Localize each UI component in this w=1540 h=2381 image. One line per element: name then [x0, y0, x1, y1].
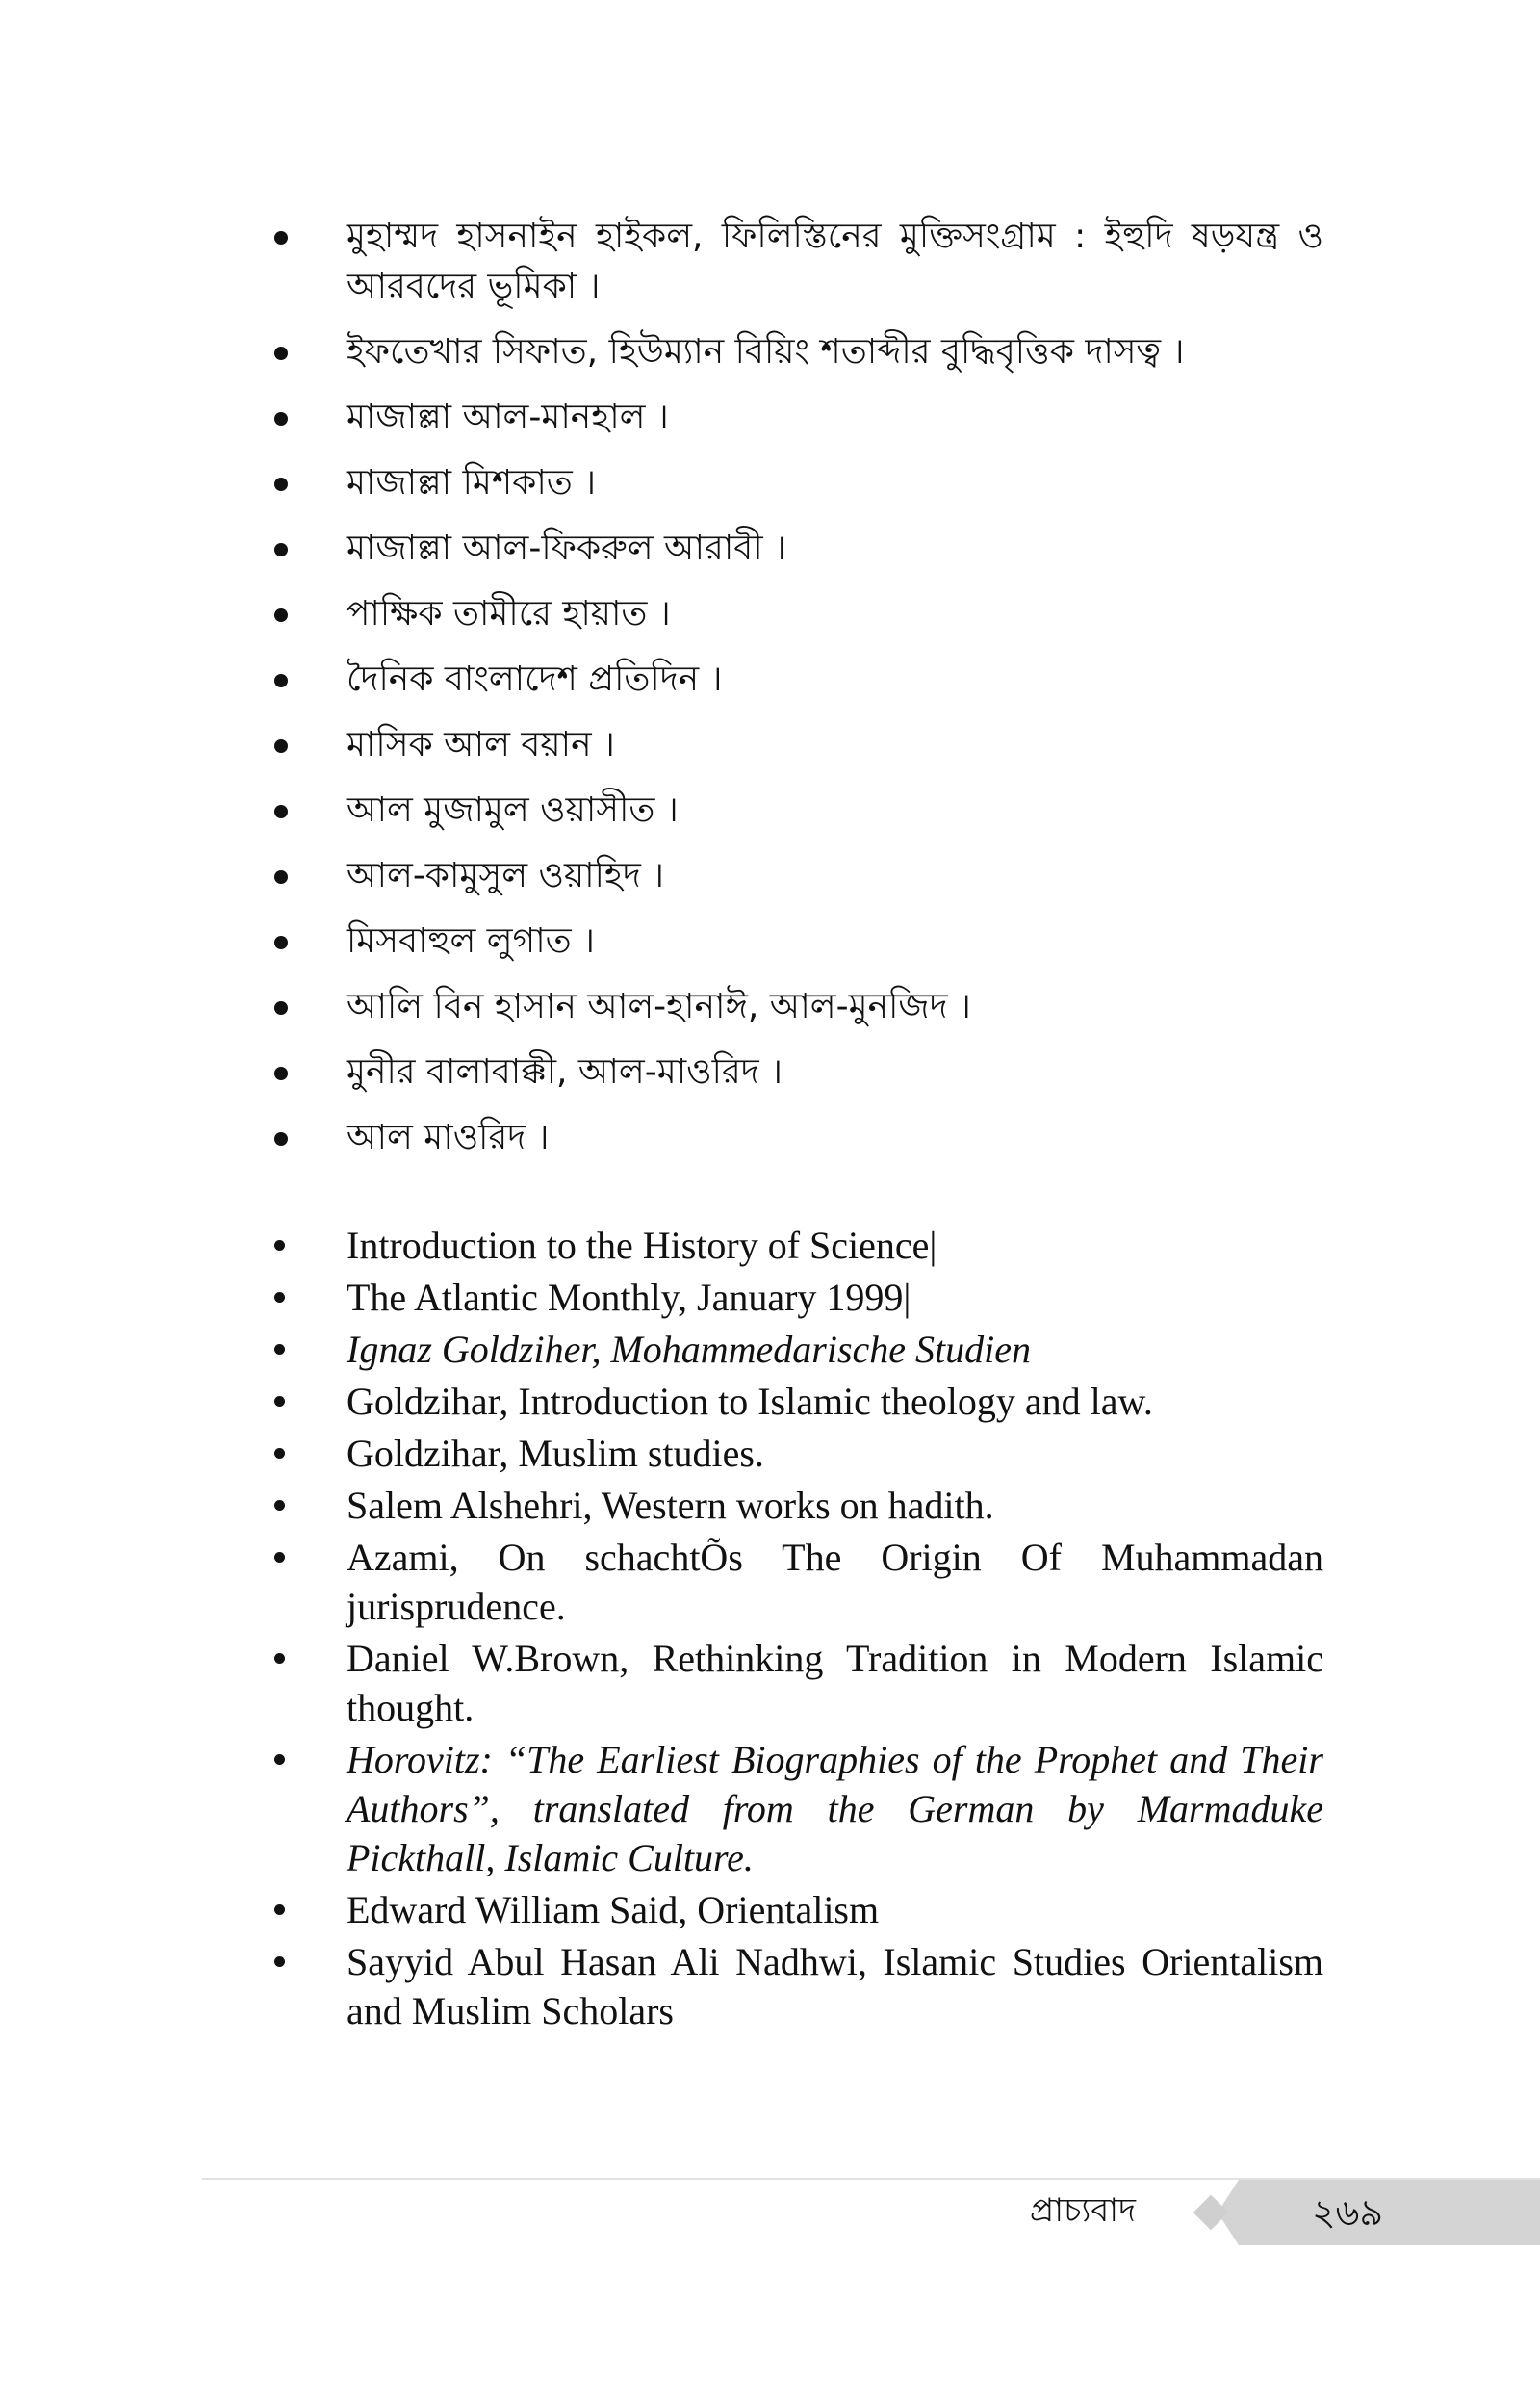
list-item	[274, 1634, 1323, 1732]
list-item	[274, 1429, 1323, 1478]
bullet-icon	[274, 1448, 285, 1459]
bullet-icon	[274, 1754, 285, 1765]
running-footer-title: প্রাচ্যবাদ	[1029, 2191, 1136, 2230]
list-item	[274, 1325, 1323, 1374]
bengali-reference-list	[274, 212, 1323, 1178]
reference-text: ইফতেখার সিফাত, হিউম্যান বিয়িং শতাব্দীর বুদ্ধিবৃত্তিক দাসত্ব ।	[346, 332, 1185, 372]
list-item	[274, 1273, 1323, 1322]
bullet-icon	[274, 478, 288, 491]
list-item	[274, 1221, 1323, 1270]
reference-text: Ignaz Goldziher, Mohammedarische Studien	[346, 1328, 1032, 1371]
bullet-icon	[274, 1904, 285, 1915]
bullet-icon	[274, 805, 288, 818]
bullet-icon	[274, 674, 288, 687]
list-item	[274, 655, 1323, 705]
list-item	[274, 327, 1323, 377]
list-item	[274, 1481, 1323, 1530]
reference-text: Daniel W.Brown, Rethinking Tradition in Modern Islamic thought.	[346, 1637, 1323, 1729]
reference-text: Edward William Said, Orientalism	[346, 1888, 880, 1931]
bullet-icon	[274, 1132, 288, 1146]
reference-text: আল-কামুসুল ওয়াহিদ ।	[346, 856, 665, 895]
list-item	[274, 1113, 1323, 1163]
reference-text: Salem Alshehri, Western works on hadith.	[346, 1484, 994, 1527]
bullet-icon	[274, 870, 288, 884]
reference-text: পাক্ষিক তামীরে হায়াত ।	[346, 594, 671, 634]
list-item	[274, 524, 1323, 574]
bullet-icon	[274, 231, 288, 245]
list-item	[274, 1377, 1323, 1426]
reference-text: মিসবাহুল লুগাত ।	[346, 921, 595, 961]
reference-text: The Atlantic Monthly, January 1999|	[346, 1276, 911, 1319]
reference-text: মাজাল্লা আল-মানহাল ।	[346, 398, 669, 437]
reference-text: মুনীর বালাবাক্কী, আল-মাওরিদ ।	[346, 1052, 783, 1092]
reference-text: মাজাল্লা মিশকাত ।	[346, 463, 597, 503]
bullet-icon	[274, 1552, 285, 1563]
reference-text: Goldzihar, Introduction to Islamic theology and law.	[346, 1380, 1153, 1423]
reference-text: মাসিক আল বয়ান ।	[346, 725, 615, 764]
bullet-icon	[274, 1956, 285, 1967]
bullet-icon	[274, 608, 288, 622]
bullet-icon	[274, 347, 288, 360]
diamond-ornament-icon	[1194, 2195, 1229, 2231]
list-item	[274, 1048, 1323, 1098]
bullet-icon	[274, 543, 288, 556]
reference-text: আল মাওরিদ ।	[346, 1118, 550, 1157]
reference-text: আল মুজামুল ওয়াসীত ।	[346, 790, 679, 830]
english-reference-list	[274, 1221, 1323, 2038]
list-item	[274, 917, 1323, 967]
bullet-icon	[274, 1653, 285, 1664]
list-item	[274, 1885, 1323, 1934]
bullet-icon	[274, 1240, 285, 1251]
list-item	[274, 851, 1323, 901]
list-item	[274, 786, 1323, 836]
reference-text: Azami, On schachtÕs The Origin Of Muhammadan jurisprudence.	[346, 1536, 1323, 1628]
bullet-icon	[274, 1001, 288, 1015]
list-item	[274, 212, 1323, 312]
bullet-icon	[274, 1396, 285, 1407]
page-number: ২৬৯	[1311, 2191, 1384, 2234]
list-item	[274, 458, 1323, 508]
reference-text: Sayyid Abul Hasan Ali Nadhwi, Islamic Studies Orientalism and Muslim Scholars	[346, 1940, 1323, 2032]
list-item	[274, 720, 1323, 770]
list-item	[274, 393, 1323, 443]
reference-text: দৈনিক বাংলাদেশ প্রতিদিন ।	[346, 660, 723, 699]
bullet-icon	[274, 412, 288, 426]
bullet-icon	[274, 1292, 285, 1303]
reference-text: Introduction to the History of Science|	[346, 1224, 937, 1267]
bullet-icon	[274, 1500, 285, 1511]
bullet-icon	[274, 1067, 288, 1080]
reference-text: মাজাল্লা আল-ফিকরুল আরাবী ।	[346, 529, 786, 568]
reference-text: আলি বিন হাসান আল-হানাঈ, আল-মুনজিদ ।	[346, 987, 971, 1026]
reference-text: মুহাম্মদ হাসনাইন হাইকল, ফিলিস্তিনের মুক্তিসংগ্রাম : ইহুদি ষড়যন্ত্র ও আরবদের ভূমিকা ।	[346, 217, 1323, 306]
list-item	[274, 1937, 1323, 2035]
bullet-icon	[274, 936, 288, 949]
reference-text: Goldzihar, Muslim studies.	[346, 1432, 764, 1475]
list-item	[274, 589, 1323, 639]
bullet-icon	[274, 1344, 285, 1355]
list-item	[274, 1735, 1323, 1882]
reference-text: Horovitz: “The Earliest Biographies of the Prophet and Their Authors”, translated from the German by Marmaduke Pickthall, Islamic Culture.	[346, 1738, 1323, 1879]
bullet-icon	[274, 739, 288, 753]
list-item	[274, 982, 1323, 1032]
list-item	[274, 1533, 1323, 1631]
